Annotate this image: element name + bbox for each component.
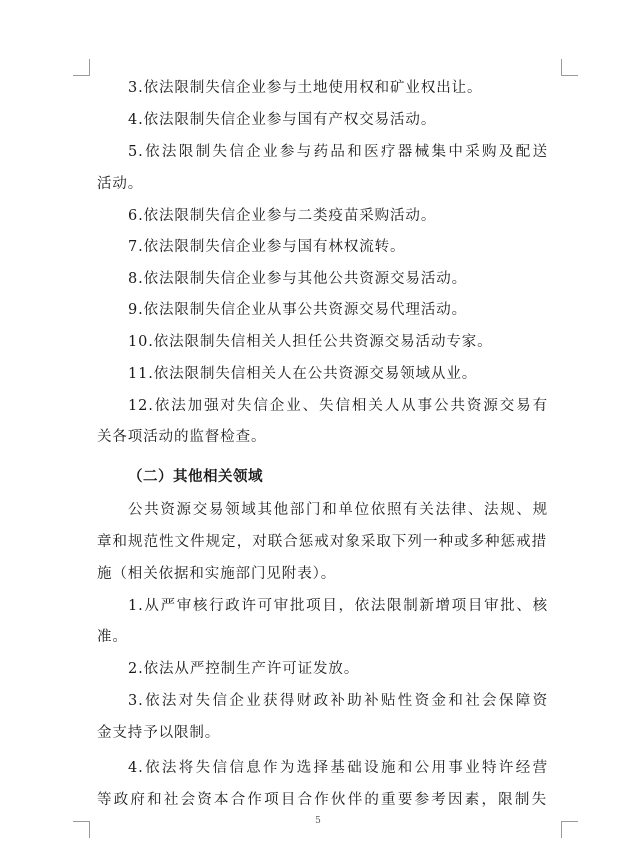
crop-mark-bottom-right	[561, 821, 578, 838]
text-line: 8.依法限制失信企业参与其他公共资源交易活动。	[128, 271, 468, 287]
text-line: 2.依法从严控制生产许可证发放。	[128, 661, 360, 677]
section-heading: （二）其他相关领域	[128, 468, 263, 485]
text-line: 6.依法限制失信企业参与二类疫苗采购活动。	[128, 208, 437, 224]
text-line: 4.依法将失信信息作为选择基础设施和公用事业特许经营	[128, 760, 548, 776]
crop-mark-bottom-left	[73, 821, 90, 838]
text-line: 金支持予以限制。	[97, 725, 221, 741]
text-line: 公共资源交易领域其他部门和单位依照有关法律、法规、规	[128, 502, 548, 518]
text-line: 关各项活动的监督检查。	[97, 429, 267, 445]
text-line: 7.依法限制失信企业参与国有林权流转。	[128, 239, 406, 255]
crop-mark-top-left	[73, 59, 90, 76]
page-number: 5	[315, 816, 321, 826]
text-line: 施（相关依据和实施部门见附表）。	[97, 566, 337, 582]
text-line: 12.依法加强对失信企业、失信相关人从事公共资源交易有	[128, 398, 548, 414]
text-line: 3.依法限制失信企业参与土地使用权和矿业权出让。	[128, 80, 483, 96]
text-line: 11.依法限制失信相关人在公共资源交易领域从业。	[128, 366, 478, 382]
text-line: 章和规范性文件规定，对联合惩戒对象采取下列一种或多种惩戒措	[97, 534, 547, 550]
crop-mark-top-right	[561, 59, 578, 76]
text-line: 4.依法限制失信企业参与国有产权交易活动。	[128, 112, 437, 128]
text-line: 10.依法限制失信相关人担任公共资源交易活动专家。	[128, 334, 493, 350]
text-line: 1.从严审核行政许可审批项目，依法限制新增项目审批、核	[128, 598, 548, 614]
text-line: 5.依法限制失信企业参与药品和医疗器械集中采购及配送	[128, 144, 548, 160]
text-line: 3.依法对失信企业获得财政补助补贴性资金和社会保障资	[128, 693, 548, 709]
text-line: 9.依法限制失信企业从事公共资源交易代理活动。	[128, 302, 468, 318]
text-line: 准。	[97, 629, 128, 645]
text-line: 活动。	[97, 176, 144, 192]
text-line: 等政府和社会资本合作项目合作伙伴的重要参考因素，限制失	[97, 792, 547, 808]
